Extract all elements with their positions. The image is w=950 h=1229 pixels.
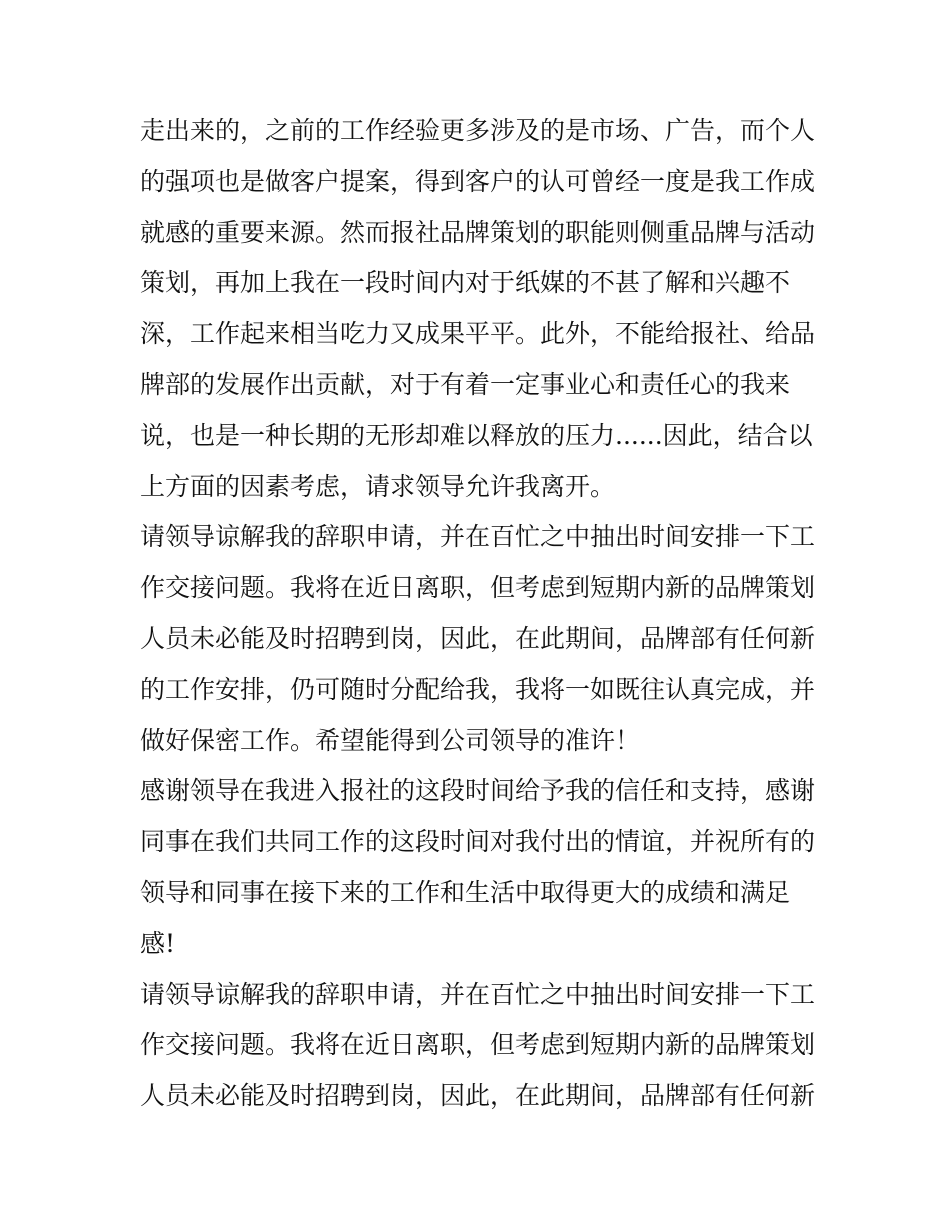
text-line: 人员未必能及时招聘到岗，因此，在此期间，品牌部有任何新 <box>140 1081 816 1111</box>
body-text <box>140 106 820 1122</box>
text-line: 感! <box>140 928 176 958</box>
text-line: 领导和同事在接下来的工作和生活中取得更大的成绩和满足 <box>140 877 791 907</box>
text-line: 请领导谅解我的辞职申请，并在百忙之中抽出时间安排一下工 <box>140 522 816 552</box>
text-line: 牌部的发展作出贡献，对于有着一定事业心和责任心的我来 <box>140 369 791 399</box>
text-line: 就感的重要来源。然而报社品牌策划的职能则侧重品牌与活动 <box>140 217 816 247</box>
text-line: 作交接问题。我将在近日离职，但考虑到短期内新的品牌策划 <box>140 573 816 603</box>
text-line: 做好保密工作。希望能得到公司领导的准许！ <box>140 725 641 755</box>
text-line: 同事在我们共同工作的这段时间对我付出的情谊，并祝所有的 <box>140 827 816 857</box>
text-line: 的工作安排，仍可随时分配给我，我将一如既往认真完成，并 <box>140 674 816 704</box>
text-line: 请领导谅解我的辞职申请，并在百忙之中抽出时间安排一下工 <box>140 979 816 1009</box>
text-line: 深，工作起来相当吃力又成果平平。此外，不能给报社、给品 <box>140 319 816 349</box>
text-line: 的强项也是做客户提案，得到客户的认可曾经一度是我工作成 <box>140 166 816 196</box>
text-line: 走出来的，之前的工作经验更多涉及的是市场、广告，而个人 <box>140 116 816 145</box>
text-line: 上方面的因素考虑，请求领导允许我离开。 <box>140 471 616 501</box>
text-line: 人员未必能及时招聘到岗，因此，在此期间，品牌部有任何新 <box>140 623 816 653</box>
text-line: 说，也是一种长期的无形却难以释放的压力......因此，结合以 <box>140 420 813 450</box>
text-line: 感谢领导在我进入报社的这段时间给予我的信任和支持，感谢 <box>140 776 816 806</box>
text-line: 作交接问题。我将在近日离职，但考虑到短期内新的品牌策划 <box>140 1030 816 1060</box>
text-line: 策划，再加上我在一段时间内对于纸媒的不甚了解和兴趣不 <box>140 268 791 298</box>
